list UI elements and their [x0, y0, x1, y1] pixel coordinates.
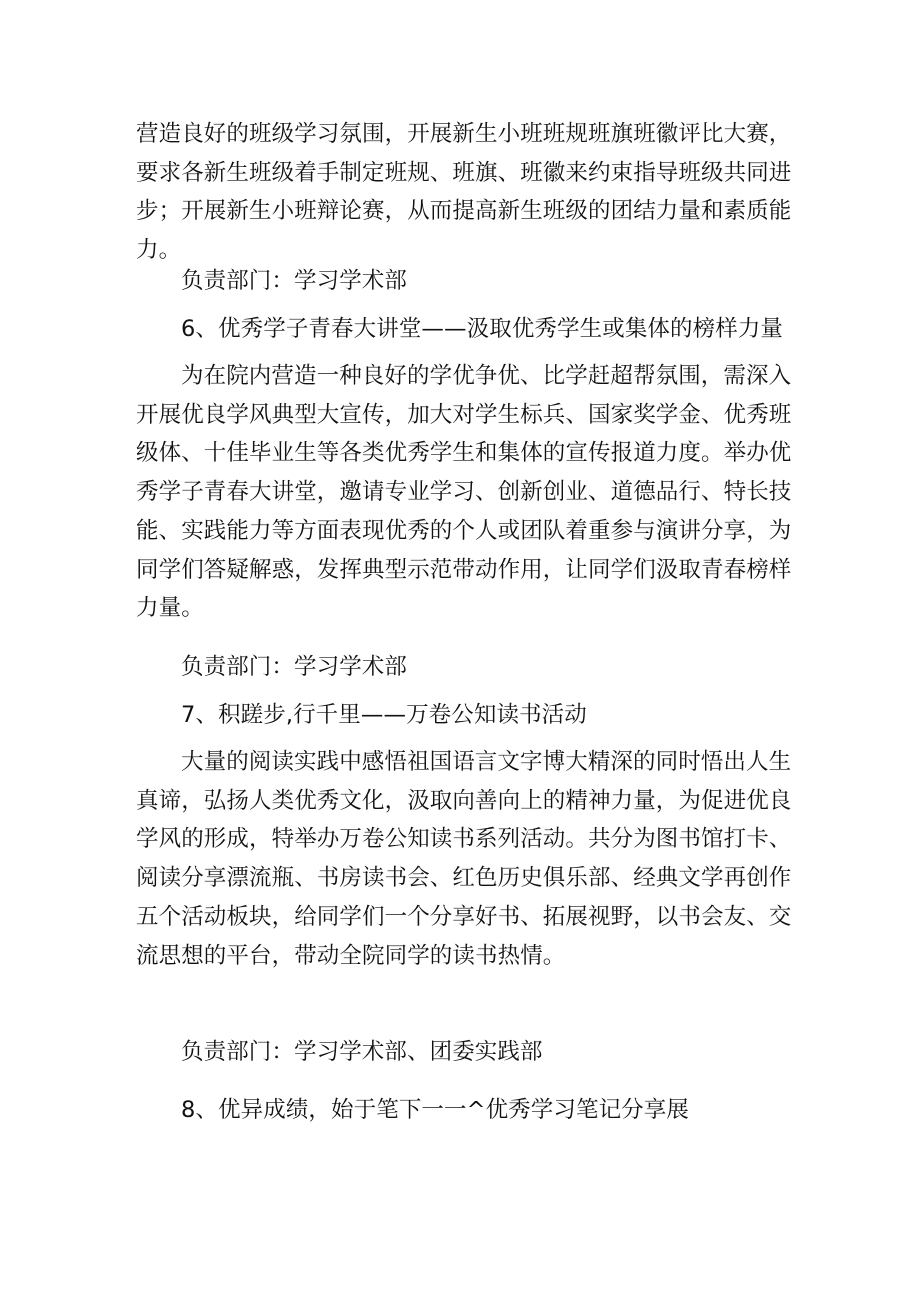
- section-heading-6: 6、优秀学子青春大讲堂——汲取优秀学生或集体的榜样力量: [181, 316, 784, 342]
- paragraph-section-7: 大量的阅读实践中感悟祖国语言文字博大精深的同时悟出人生真谛，弘扬人类优秀文化，汲取向善向上的精神力量，为促进优良学风的形成，特举办万卷公知读书系列活动。共分为图书馆打卡、阅读分享漂流瓶、书房读书会、红色历史俱乐部、经典文学再创作五个活动板块，给同学们一个分享好书、拓展视野，以书会友、交流思想的平台，带动全院同学的读书热情。: [136, 749, 792, 969]
- section-heading-8: 8、优异成绩，始于笔下一一^优秀学习笔记分享展: [181, 1097, 689, 1123]
- paragraph-intro: 营造良好的班级学习氛围，开展新生小班班规班旗班徽评比大赛，要求各新生班级着手制定班规、班旗、班徽来约束指导班级共同进步；开展新生小班辩论赛，从而提高新生班级的团结力量和素质能力。: [136, 121, 792, 264]
- section-heading-7: 7、积蹉步,行千里——万卷公知读书活动: [181, 702, 587, 728]
- responsible-dept-2: 负责部门：学习学术部: [181, 654, 408, 680]
- responsible-dept-3: 负责部门：学习学术部、团委实践部: [181, 1039, 543, 1065]
- paragraph-section-6: 为在院内营造一种良好的学优争优、比学赶超帮氛围，需深入开展优良学风典型大宣传，加大对学生标兵、国家奖学金、优秀班级体、十佳毕业生等各类优秀学生和集体的宣传报道力度。举办优秀学子青春大讲堂，邀请专业学习、创新创业、道德品行、特长技能、实践能力等方面表现优秀的个人或团队着重参与演讲分享，为同学们答疑解惑，发挥典型示范带动作用，让同学们汲取青春榜样力量。: [136, 363, 792, 622]
- responsible-dept-1: 负责部门：学习学术部: [181, 268, 408, 294]
